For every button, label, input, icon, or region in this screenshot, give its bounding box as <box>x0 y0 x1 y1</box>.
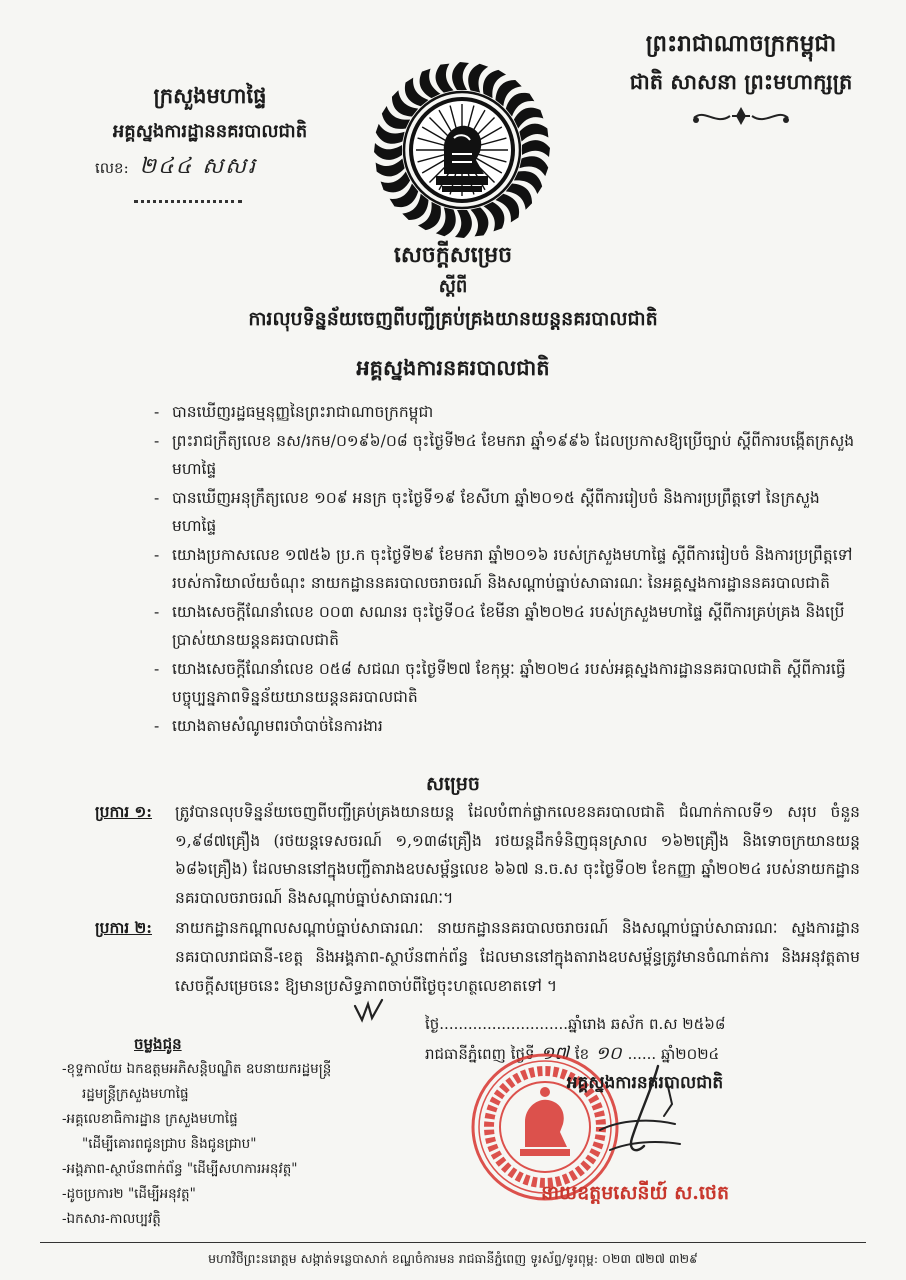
decision-title <box>0 238 906 336</box>
lunar-date: ថ្ងៃ...........................ឆ្នាំរោង ឆស័ក ព.ស ២៥៦៨ <box>425 1015 726 1033</box>
preamble-item: - បានឃើញអនុក្រឹត្យលេខ ១០៩ អនក្រ ចុះថ្ងៃទី១៩ ខែសីហា ឆ្នាំ២០១៥ ស្តីពីការរៀបចំ និងការប្រព្រឹត្តទៅ នៃក្រសួងមហាផ្ទៃ <box>168 484 858 541</box>
preamble-item: - ព្រះរាជក្រឹត្យលេខ នស/រកម/០១៩៦/០៨ ចុះថ្ងៃទី២៤ ខែមករា ឆ្នាំ១៩៩៦ ដែលប្រកាសឱ្យប្រើច្បាប់ ស្តីពីការបង្កើតក្រសួងមហាផ្ទៃ <box>168 427 858 484</box>
dotted-divider <box>134 200 242 203</box>
preamble-item: - បានឃើញរដ្ឋធម្មនុញ្ញនៃព្រះរាជាណាចក្រកម្ពុជា <box>168 398 858 427</box>
ornament-icon <box>686 104 796 128</box>
article-1 <box>95 798 860 912</box>
emblem-ray <box>375 157 406 180</box>
signatory-name: នាយឧត្តមសេនីយ៍ ស.ថេត <box>540 1182 730 1204</box>
department-name: អគ្គស្នងការដ្ឋាននគរបាលជាតិ <box>112 121 308 142</box>
decision-heading: សម្រេច <box>426 773 480 795</box>
article-2 <box>95 914 860 1000</box>
kingdom-title: ព្រះរាជាណាចក្រកម្ពុជា <box>645 30 837 57</box>
police-emblem-logo <box>372 60 552 240</box>
solar-date-prefix: រាជធានីភ្នំពេញ ថ្ងៃទី <box>425 1045 535 1063</box>
preamble-item: - យោងសេចក្តីណែនាំលេខ ០០៣ សណនរ ចុះថ្ងៃទី០៤ ខែមីនា ឆ្នាំ២០២៤ របស់ក្រសួងមហាផ្ទៃ ស្តីពីការគ្រប់គ្រង និងប្រើប្រាស់យានយន្តនគរបាលជាតិ <box>168 598 858 655</box>
preamble-item: - យោងប្រកាសលេខ ១៧៥៦ ប្រ.ក ចុះថ្ងៃទី២៩ ខែមករា ឆ្នាំ២០១៦ របស់ក្រសួងមហាផ្ទៃ ស្តីពីការរៀបចំ និងការប្រព្រឹត្តទៅរបស់ការិយាល័យចំណុះ នាយកដ្ឋាននគរបាលចរាចរណ៍ និងសណ្តាប់ធ្នាប់សាធារណៈ នៃអគ្គស្នងការដ្ឋាននគរបាលជាតិ <box>168 541 858 598</box>
emblem-ray <box>522 140 550 157</box>
solar-date-day: ១៧ <box>540 1043 569 1064</box>
emblem-ray <box>469 206 492 237</box>
emblem-ray <box>374 143 402 160</box>
copy-item: -ឯកសារ-កាលប្បវត្តិ <box>62 1211 161 1227</box>
copy-item: -ដូចប្រការ២ "ដើម្បីអនុវត្ត" <box>62 1186 196 1202</box>
ministry-name: ក្រសួងមហាផ្ទៃ <box>153 83 267 108</box>
copy-item: -អង្គភាព-ស្ថាប័នពាក់ព័ន្ធ "ដើម្បីសហការអនុវត្ត" <box>62 1161 298 1177</box>
article-text: នាយកដ្ឋានកណ្តាលសណ្តាប់ធ្នាប់សាធារណៈ នាយកដ្ឋាននគរបាលចរាចរណ៍ និងសណ្តាប់ធ្នាប់សាធារណៈ ស្នងការដ្ឋាននគរបាលរាជធានី-ខេត្ត និងអង្គភាព-ស្ថាប័នពាក់ព័ន្ធ ដែលមាននៅក្នុងតារាងឧបសម្ព័ន្ធត្រូវមានចំណាត់ការ និងអនុវត្តតាមសេចក្តីសម្រេចនេះ ឱ្យមានប្រសិទ្ធភាពចាប់ពីថ្ងៃចុះហត្ថលេខាតទៅ ។ <box>175 919 860 995</box>
signatory-title: អគ្គស្នងការនគរបាលជាតិ <box>566 1073 724 1093</box>
issuing-authority: អគ្គស្នងការនគរបាលជាតិ <box>356 355 550 380</box>
reference-label: លេខ: <box>95 159 129 177</box>
emblem-ray <box>518 121 549 144</box>
copy-item: រដ្ឋមន្ត្រីក្រសួងមហាផ្ទៃ <box>82 1086 189 1102</box>
kingdom-header <box>596 26 886 128</box>
ministry-header <box>62 78 358 150</box>
initial-mark <box>352 998 386 1024</box>
title-subject: ការលុបទិន្នន័យចេញពីបញ្ជីគ្រប់គ្រងយានយន្តនគរបាលជាតិ <box>248 308 658 330</box>
article-label: ប្រការ ២: <box>95 918 152 938</box>
preamble-item: - យោងតាមសំណូមពរចាំបាច់នៃការងារ <box>168 712 858 741</box>
emblem-ray <box>433 63 456 94</box>
copy-item: -ខុទ្ទកាល័យ ឯកឧត្តមអភិសន្តិបណ្ឌិត ឧបនាយករដ្ឋមន្ត្រី <box>62 1061 332 1077</box>
copies-heading: ចម្លងជូន <box>134 1035 182 1053</box>
solar-date-year: ...... ឆ្នាំ២០២៤ <box>627 1045 720 1063</box>
solar-date-month: ១០ <box>595 1043 622 1064</box>
copy-item: -អគ្គលេខាធិការដ្ឋាន ក្រសួងមហាផ្ទៃ <box>62 1111 238 1127</box>
footer-address: មហាវិថីព្រះនរោត្តម សង្កាត់ទន្លេបាសាក់ ខណ្ឌចំការមន រាជធានីភ្នំពេញ ទូរស័ព្ទ/ទូរពុម្ព: ០២៣ ៧២៧ ៣២៩ <box>208 1251 698 1266</box>
footer-rule <box>40 1242 866 1243</box>
reference-value: ២៤៤ សសរ <box>139 154 258 179</box>
reference-number <box>95 150 345 185</box>
preamble-item: - យោងសេចក្តីណែនាំលេខ ០៥៨ សជណ ចុះថ្ងៃទី២៧ ខែកុម្ភៈ ឆ្នាំ២០២៤ របស់អគ្គស្នងការដ្ឋាននគរបាលជាតិ ស្តីពីការធ្វើបច្ចុប្បន្នភាពទិន្នន័យយានយន្តនគរបាលជាតិ <box>168 655 858 712</box>
copy-recipients <box>62 1032 402 1232</box>
national-motto: ជាតិ សាសនា ព្រះមហាក្សត្រ <box>629 69 853 94</box>
handwritten-signature <box>540 1058 700 1173</box>
emblem-ray <box>452 62 469 90</box>
copy-item: "ដើម្បីគោរពជូនជ្រាប និងជូនជ្រាប" <box>82 1136 257 1152</box>
solar-date-month-label: ខែ <box>574 1045 590 1063</box>
articles <box>95 798 860 1000</box>
title-main: សេចក្តីសម្រេច <box>393 242 513 268</box>
emblem-ray <box>455 210 472 238</box>
article-text: ត្រូវបានលុបទិន្នន័យចេញពីបញ្ជីគ្រប់គ្រងយានយន្ត ដែលបំពាក់ផ្លាកលេខនគរបាលជាតិ ជំណាក់កាលទី១ សរុប ចំនួន ១,៩៨៧គ្រឿង (រថយន្តទេសចរណ៍ ១,១៣៨គ្រឿង រថយន្តដឹកទំនិញធុនស្រាល ១៦២គ្រឿង និងទោចក្រយានយន្ត ៦៨៦គ្រឿង) ដែលមាននៅក្នុងបញ្ជីតារាងឧបសម្ព័ន្ធលេខ ៦៦៧ ន.ច.ស ចុះថ្ងៃទី០២ ខែកញ្ញា ឆ្នាំ២០២៤ របស់នាយកដ្ឋាននគរបាលចរាចរណ៍ និងសណ្តាប់ធ្នាប់សាធារណៈ។ <box>175 803 861 907</box>
article-label: ប្រការ ១: <box>95 802 152 821</box>
title-about: ស្តីពី <box>438 276 468 297</box>
preamble-list <box>168 398 858 740</box>
